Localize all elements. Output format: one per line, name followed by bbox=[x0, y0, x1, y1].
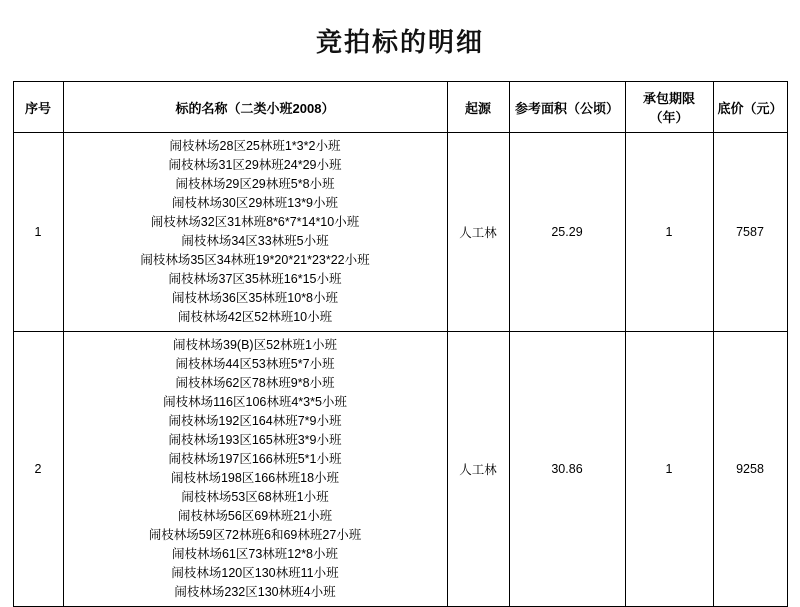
table-body bbox=[13, 133, 787, 607]
name-line: 闹枝林场61区73林班12*8小班 bbox=[171, 547, 339, 561]
name-line: 闹枝林场193区165林班3*9小班 bbox=[168, 433, 342, 447]
column-header-term: 承包期限（年） bbox=[625, 82, 713, 133]
cell-area: 30.86 bbox=[509, 332, 625, 607]
cell-price: 7587 bbox=[713, 133, 787, 332]
name-line: 闹枝林场56区69林班21小班 bbox=[177, 509, 333, 523]
cell-area: 25.29 bbox=[509, 133, 625, 332]
name-line: 闹枝林场53区68林班1小班 bbox=[181, 490, 329, 504]
table-header bbox=[13, 82, 787, 133]
name-line: 闹枝林场232区130林班4小班 bbox=[174, 585, 336, 599]
table-row bbox=[13, 332, 787, 607]
name-line: 闹枝林场29区29林班5*8小班 bbox=[175, 177, 335, 191]
name-line: 闹枝林场192区164林班7*9小班 bbox=[168, 414, 342, 428]
cell-name bbox=[63, 133, 447, 332]
column-header-name: 标的名称（二类小班2008） bbox=[63, 82, 447, 133]
name-line: 闹枝林场198区166林班18小班 bbox=[170, 471, 340, 485]
name-line: 闹枝林场120区130林班11小班 bbox=[171, 566, 339, 580]
cell-origin: 人工林 bbox=[447, 332, 509, 607]
column-header-origin: 起源 bbox=[447, 82, 509, 133]
name-line: 闹枝林场31区29林班24*29小班 bbox=[168, 158, 342, 172]
name-line: 闹枝林场62区78林班9*8小班 bbox=[175, 376, 335, 390]
name-line: 闹枝林场37区35林班16*15小班 bbox=[168, 272, 342, 286]
cell-name bbox=[63, 332, 447, 607]
table-header-row bbox=[13, 82, 787, 133]
name-line: 闹枝林场34区33林班5小班 bbox=[181, 234, 329, 248]
column-header-price: 底价（元） bbox=[713, 82, 787, 133]
name-line: 闹枝林场36区35林班10*8小班 bbox=[171, 291, 339, 305]
cell-origin: 人工林 bbox=[447, 133, 509, 332]
table-row bbox=[13, 133, 787, 332]
cell-term: 1 bbox=[625, 133, 713, 332]
cell-price: 9258 bbox=[713, 332, 787, 607]
column-header-seq: 序号 bbox=[13, 82, 63, 133]
name-line: 闹枝林场28区25林班1*3*2小班 bbox=[169, 139, 341, 153]
name-line: 闹枝林场116区106林班4*3*5小班 bbox=[163, 395, 347, 409]
name-line: 闹枝林场197区166林班5*1小班 bbox=[168, 452, 342, 466]
name-line: 闹枝林场42区52林班10小班 bbox=[177, 310, 333, 324]
document-page bbox=[0, 22, 800, 607]
cell-term: 1 bbox=[625, 332, 713, 607]
name-line: 闹枝林场30区29林班13*9小班 bbox=[171, 196, 339, 210]
name-line: 闹枝林场59区72林班6和69林班27小班 bbox=[148, 528, 362, 542]
name-line: 闹枝林场44区53林班5*7小班 bbox=[175, 357, 335, 371]
bid-details-table bbox=[13, 81, 788, 607]
name-line: 闹枝林场35区34林班19*20*21*23*22小班 bbox=[140, 253, 370, 267]
name-line: 闹枝林场39(B)区52林班1小班 bbox=[173, 338, 337, 352]
column-header-area: 参考面积（公顷） bbox=[509, 82, 625, 133]
cell-seq: 2 bbox=[13, 332, 63, 607]
cell-seq: 1 bbox=[13, 133, 63, 332]
name-line: 闹枝林场32区31林班8*6*7*14*10小班 bbox=[150, 215, 360, 229]
page-title: 竞拍标的明细 bbox=[315, 27, 484, 57]
